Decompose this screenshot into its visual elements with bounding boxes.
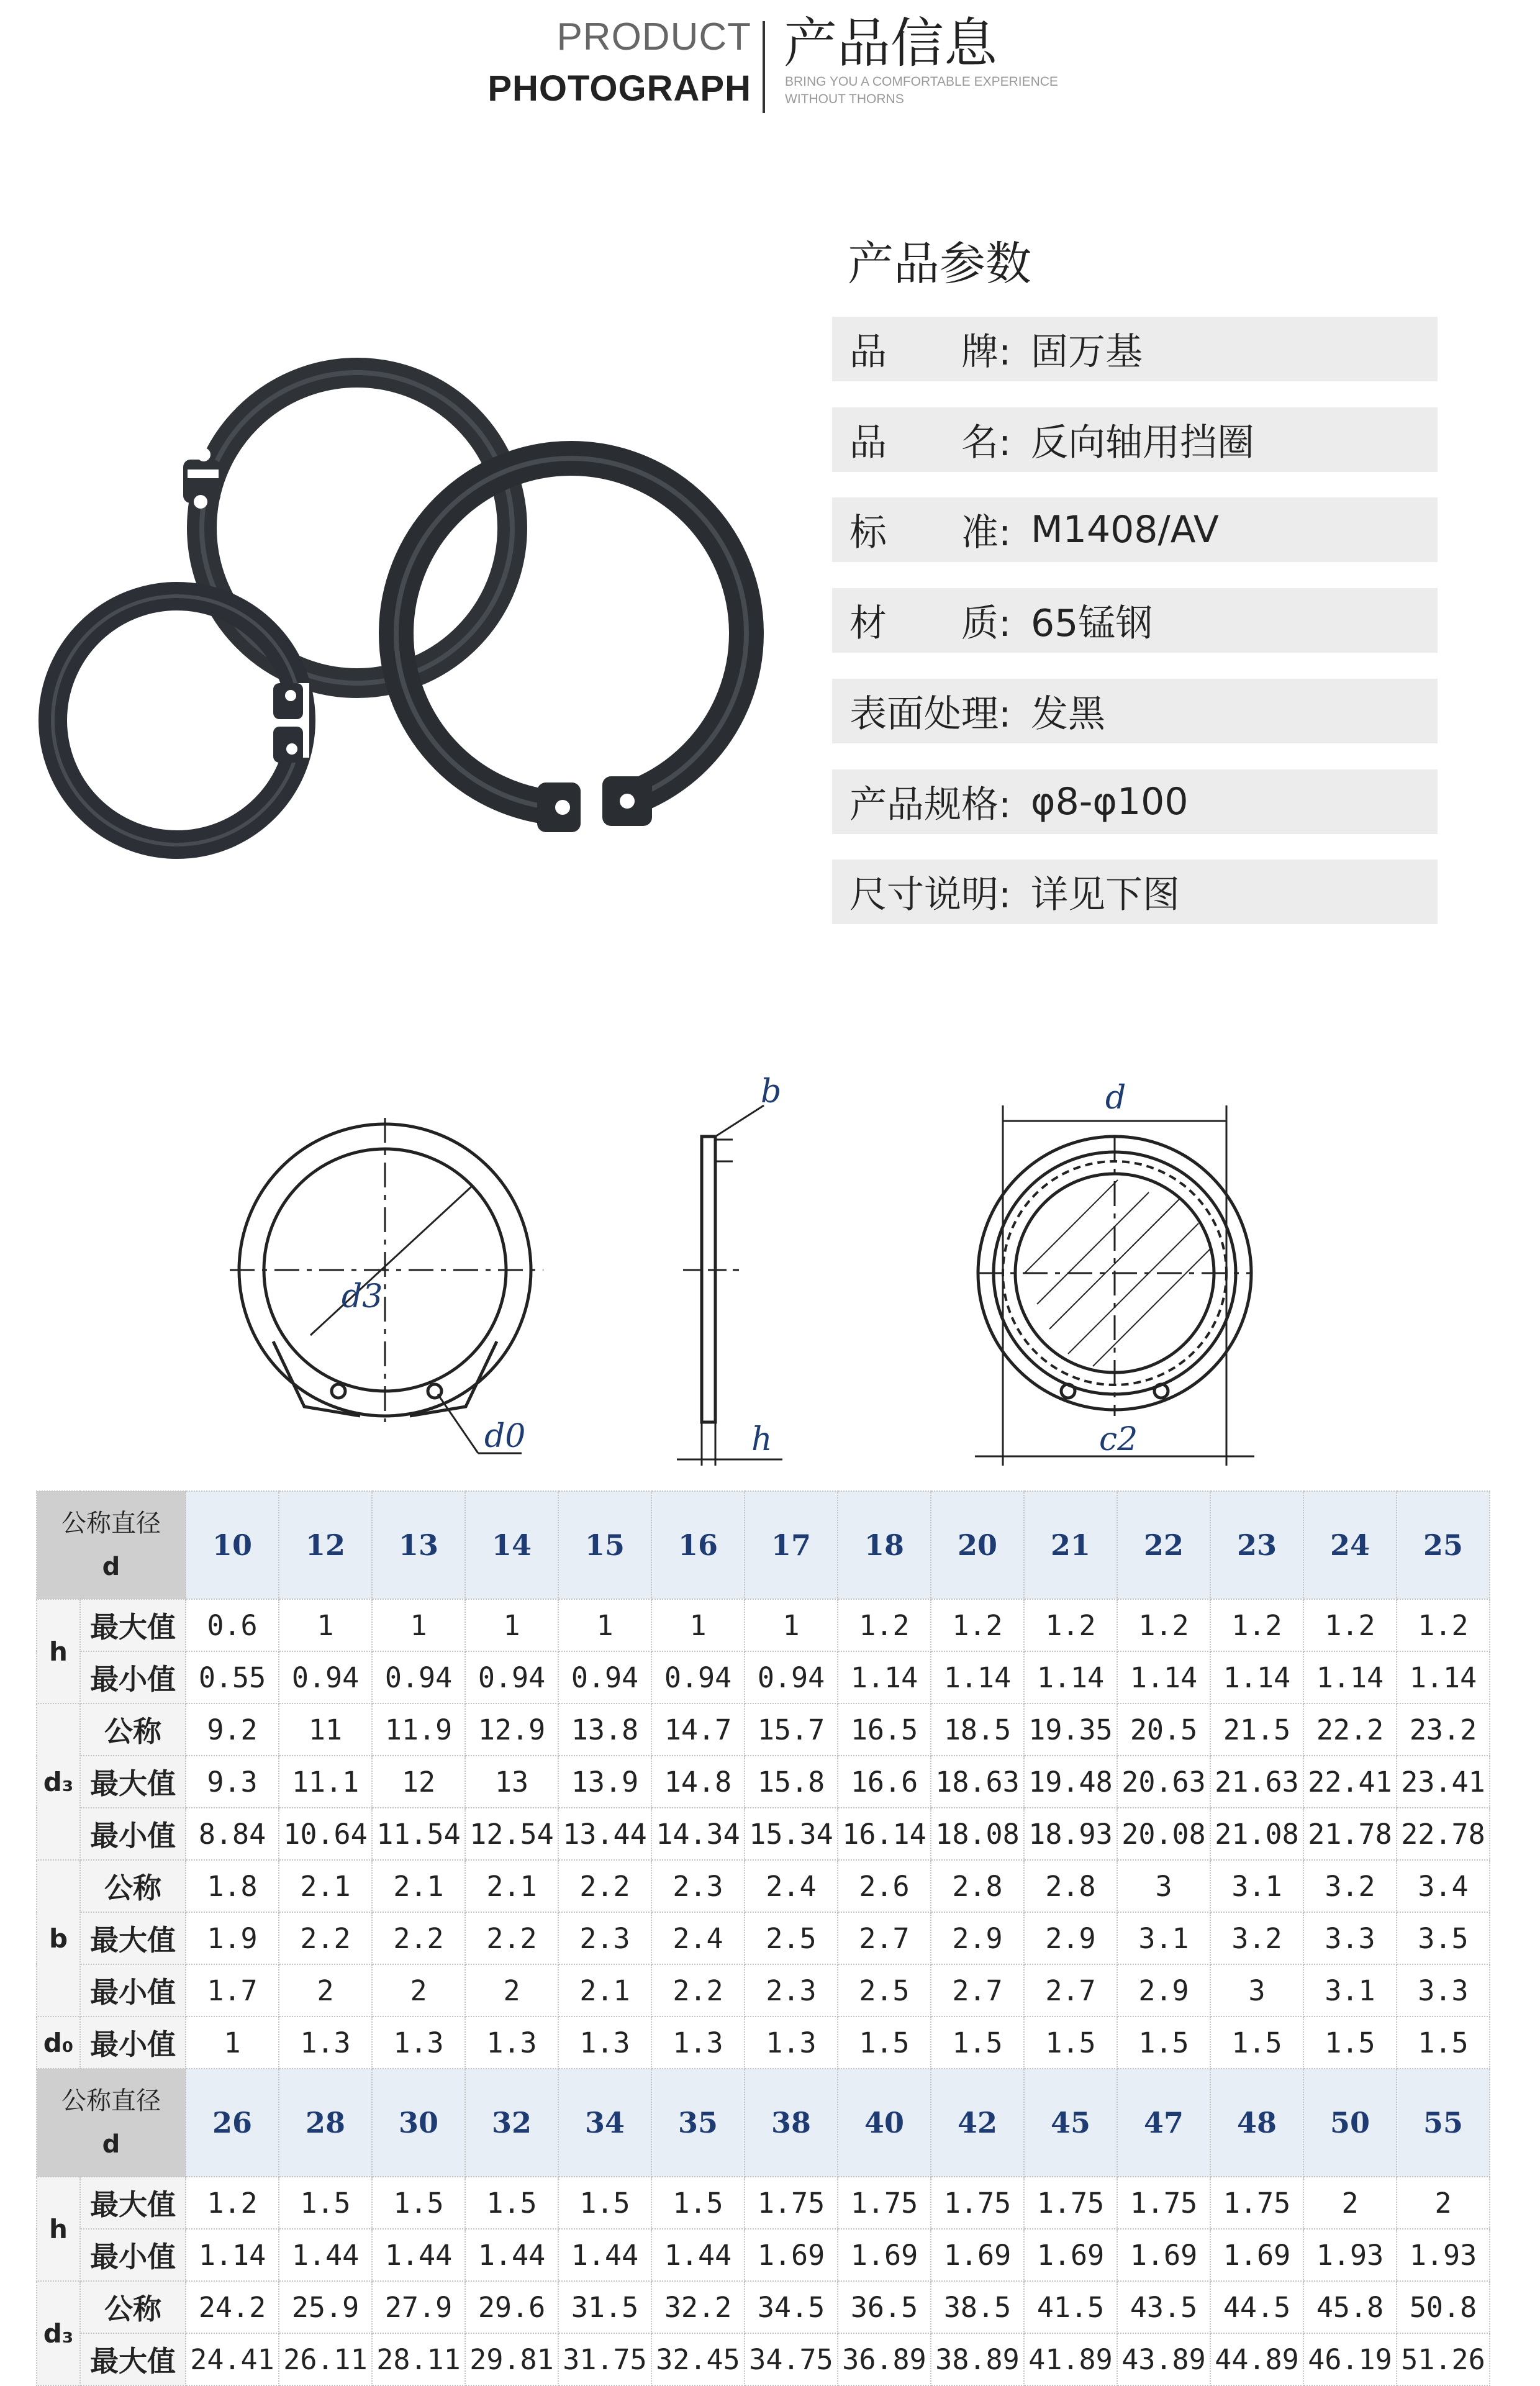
param-value: 详见下图 <box>1031 873 1180 917</box>
cell: 0.94 <box>372 1651 465 1703</box>
cell: 1.5 <box>372 2177 465 2229</box>
cell: 1.2 <box>838 1599 931 1651</box>
cell: 1.2 <box>186 2177 279 2229</box>
cell: 2.4 <box>745 1860 838 1912</box>
cell: 1.5 <box>1210 2016 1303 2069</box>
cell: 11.1 <box>279 1756 372 1808</box>
cell: 1.5 <box>1303 2016 1397 2069</box>
cell: 1 <box>186 2016 279 2069</box>
cell: 1.5 <box>651 2177 745 2229</box>
cell: 1.2 <box>1210 1599 1303 1651</box>
cell: 1.2 <box>1397 1599 1490 1651</box>
cell: 1.5 <box>1117 2016 1210 2069</box>
row-label-max: 最大值 <box>80 2177 186 2229</box>
cell: 18.5 <box>931 1703 1024 1756</box>
cell: 1.44 <box>279 2229 372 2281</box>
cell: 1.75 <box>1024 2177 1117 2229</box>
param-row-size-note <box>832 860 1438 924</box>
table-row <box>37 2333 1490 2385</box>
cell: 1.69 <box>1024 2229 1117 2281</box>
cell: 28.11 <box>372 2333 465 2385</box>
cell: 2.4 <box>651 1912 745 1964</box>
d-value: 32 <box>465 2069 558 2177</box>
cell: 2 <box>1397 2177 1490 2229</box>
cell: 1.75 <box>1117 2177 1210 2229</box>
cell: 34.5 <box>745 2281 838 2333</box>
d-value: 38 <box>745 2069 838 2177</box>
cell: 22.78 <box>1397 1808 1490 1860</box>
cell: 1.14 <box>1397 1651 1490 1703</box>
table-header-row <box>37 2069 1490 2177</box>
cell: 1.5 <box>1024 2016 1117 2069</box>
cell: 1.69 <box>838 2229 931 2281</box>
cell: 1.44 <box>558 2229 651 2281</box>
cell: 1.14 <box>1024 1651 1117 1703</box>
cell: 1.2 <box>931 1599 1024 1651</box>
cell: 2.2 <box>465 1912 558 1964</box>
d-value: 13 <box>372 1491 465 1599</box>
cell: 15.8 <box>745 1756 838 1808</box>
table-row <box>37 1651 1490 1703</box>
cell: 22.41 <box>1303 1756 1397 1808</box>
d-value: 25 <box>1397 1491 1490 1599</box>
d-value: 26 <box>186 2069 279 2177</box>
row-label-max: 最大值 <box>80 1756 186 1808</box>
d-value: 28 <box>279 2069 372 2177</box>
cell: 20.63 <box>1117 1756 1210 1808</box>
cell: 8.84 <box>186 1808 279 1860</box>
table-row <box>37 1964 1490 2016</box>
cell: 2.9 <box>1024 1912 1117 1964</box>
row-label-max: 最大值 <box>80 2333 186 2385</box>
header-label-d: d <box>102 2130 120 2159</box>
table-row <box>37 1599 1490 1651</box>
cell: 19.48 <box>1024 1756 1117 1808</box>
table-row <box>37 2229 1490 2281</box>
cell: 1.7 <box>186 1964 279 2016</box>
cell: 14.8 <box>651 1756 745 1808</box>
cell: 1.3 <box>745 2016 838 2069</box>
table-row <box>37 1703 1490 1756</box>
param-key: 表面处理: <box>849 692 1012 736</box>
d-value: 23 <box>1210 1491 1303 1599</box>
cell: 2.7 <box>1024 1964 1117 2016</box>
cell: 1 <box>465 1599 558 1651</box>
cell: 1.75 <box>1210 2177 1303 2229</box>
table-row <box>37 1756 1490 1808</box>
cell: 15.34 <box>745 1808 838 1860</box>
cell: 34.75 <box>745 2333 838 2385</box>
cell: 23.2 <box>1397 1703 1490 1756</box>
cell: 24.41 <box>186 2333 279 2385</box>
cell: 9.2 <box>186 1703 279 1756</box>
cell: 1.3 <box>372 2016 465 2069</box>
cell: 2.1 <box>279 1860 372 1912</box>
cell: 3 <box>1210 1964 1303 2016</box>
cell: 1.5 <box>558 2177 651 2229</box>
header-english <box>435 14 751 112</box>
cell: 1 <box>651 1599 745 1651</box>
d-value: 10 <box>186 1491 279 1599</box>
group-d0: d₀ <box>37 2016 80 2069</box>
row-label-min: 最小值 <box>80 2229 186 2281</box>
cell: 16.5 <box>838 1703 931 1756</box>
cell: 2.7 <box>931 1964 1024 2016</box>
table-header-row <box>37 1491 1490 1599</box>
cell: 38.5 <box>931 2281 1024 2333</box>
cell: 21.08 <box>1210 1808 1303 1860</box>
cell: 3.1 <box>1210 1860 1303 1912</box>
row-label-nominal: 公称 <box>80 1703 186 1756</box>
d-value: 30 <box>372 2069 465 2177</box>
cell: 1.69 <box>931 2229 1024 2281</box>
cell: 27.9 <box>372 2281 465 2333</box>
cell: 24.2 <box>186 2281 279 2333</box>
label-b: b <box>761 1073 782 1110</box>
cell: 1.3 <box>651 2016 745 2069</box>
table-row <box>37 2281 1490 2333</box>
cell: 2.1 <box>372 1860 465 1912</box>
header-label-cn: 公称直径 <box>61 2087 161 2115</box>
cell: 2.2 <box>558 1860 651 1912</box>
cell: 0.94 <box>651 1651 745 1703</box>
cell: 13.9 <box>558 1756 651 1808</box>
d-value: 45 <box>1024 2069 1117 2177</box>
cell: 1.2 <box>1024 1599 1117 1651</box>
cell: 38.89 <box>931 2333 1024 2385</box>
cell: 22.2 <box>1303 1703 1397 1756</box>
cell: 32.2 <box>651 2281 745 2333</box>
header-label-d: d <box>102 1553 120 1581</box>
cell: 45.8 <box>1303 2281 1397 2333</box>
table-row <box>37 1860 1490 1912</box>
cell: 2.9 <box>1117 1964 1210 2016</box>
cell: 1.93 <box>1397 2229 1490 2281</box>
header-nominal-diameter <box>37 1491 186 1599</box>
d-value: 40 <box>838 2069 931 2177</box>
cell: 1.69 <box>745 2229 838 2281</box>
row-label-min: 最小值 <box>80 1808 186 1860</box>
cell: 1.5 <box>465 2177 558 2229</box>
param-value: 反向轴用挡圈 <box>1031 421 1254 465</box>
cell: 46.19 <box>1303 2333 1397 2385</box>
technical-drawing <box>205 1068 1323 1490</box>
cell: 2.3 <box>745 1964 838 2016</box>
d-value: 35 <box>651 2069 745 2177</box>
cell: 1.14 <box>1303 1651 1397 1703</box>
cell: 11 <box>279 1703 372 1756</box>
group-b: b <box>37 1860 80 2016</box>
cell: 2.1 <box>558 1964 651 2016</box>
cell: 18.08 <box>931 1808 1024 1860</box>
cell: 9.3 <box>186 1756 279 1808</box>
cell: 12 <box>372 1756 465 1808</box>
cell: 25.9 <box>279 2281 372 2333</box>
cell: 31.5 <box>558 2281 651 2333</box>
d-value: 24 <box>1303 1491 1397 1599</box>
cell: 3.1 <box>1303 1964 1397 2016</box>
cell: 2.3 <box>558 1912 651 1964</box>
param-row-spec <box>832 769 1438 834</box>
cell: 3 <box>1117 1860 1210 1912</box>
cell: 36.89 <box>838 2333 931 2385</box>
cell: 21.5 <box>1210 1703 1303 1756</box>
label-d0: d0 <box>484 1418 526 1455</box>
d-value: 15 <box>558 1491 651 1599</box>
row-label-max: 最大值 <box>80 1599 186 1651</box>
cell: 43.5 <box>1117 2281 1210 2333</box>
row-label-min: 最小值 <box>80 1651 186 1703</box>
cell: 29.81 <box>465 2333 558 2385</box>
cell: 16.14 <box>838 1808 931 1860</box>
d-value: 48 <box>1210 2069 1303 2177</box>
cell: 2 <box>279 1964 372 2016</box>
cell: 0.94 <box>558 1651 651 1703</box>
cell: 2.2 <box>372 1912 465 1964</box>
d-value: 21 <box>1024 1491 1117 1599</box>
cell: 1.75 <box>931 2177 1024 2229</box>
cell: 32.45 <box>651 2333 745 2385</box>
param-row-name <box>832 407 1438 472</box>
cell: 20.5 <box>1117 1703 1210 1756</box>
cell: 1.2 <box>1117 1599 1210 1651</box>
cell: 2.3 <box>651 1860 745 1912</box>
d-value: 42 <box>931 2069 1024 2177</box>
cell: 29.6 <box>465 2281 558 2333</box>
cell: 43.89 <box>1117 2333 1210 2385</box>
header-product-text: PRODUCT <box>556 16 751 58</box>
param-row-material <box>832 588 1438 653</box>
table-row <box>37 1808 1490 1860</box>
param-key: 材 质: <box>849 602 1012 645</box>
table-row <box>37 2016 1490 2069</box>
d-value: 12 <box>279 1491 372 1599</box>
cell: 1 <box>279 1599 372 1651</box>
cell: 2.2 <box>651 1964 745 2016</box>
cell: 1.5 <box>838 2016 931 2069</box>
cell: 1.44 <box>465 2229 558 2281</box>
cell: 1.8 <box>186 1860 279 1912</box>
header-divider <box>763 21 765 113</box>
cell: 20.08 <box>1117 1808 1210 1860</box>
cell: 2.8 <box>931 1860 1024 1912</box>
param-row-surface <box>832 679 1438 743</box>
cell: 1.3 <box>465 2016 558 2069</box>
header-photograph-text: PHOTOGRAPH <box>487 68 751 109</box>
cell: 21.63 <box>1210 1756 1303 1808</box>
cell: 0.94 <box>465 1651 558 1703</box>
cell: 0.94 <box>279 1651 372 1703</box>
d-value: 16 <box>651 1491 745 1599</box>
ring-large-back <box>183 373 512 683</box>
cell: 51.26 <box>1397 2333 1490 2385</box>
param-key: 标 准: <box>849 511 1012 555</box>
d-value: 14 <box>465 1491 558 1599</box>
cell: 23.41 <box>1397 1756 1490 1808</box>
row-label-min: 最小值 <box>80 1964 186 2016</box>
cell: 0.55 <box>186 1651 279 1703</box>
params-title: 产品参数 <box>848 237 1031 291</box>
cell: 12.9 <box>465 1703 558 1756</box>
cell: 3.3 <box>1303 1912 1397 1964</box>
label-d: d <box>1105 1079 1126 1117</box>
cell: 1.5 <box>279 2177 372 2229</box>
param-value: 发黑 <box>1031 692 1105 736</box>
cell: 26.11 <box>279 2333 372 2385</box>
table-row <box>37 1912 1490 1964</box>
param-key: 品 名: <box>849 421 1012 465</box>
row-label-nominal: 公称 <box>80 1860 186 1912</box>
header-subtitle-line2: WITHOUT THORNS <box>785 92 904 106</box>
cell: 3.5 <box>1397 1912 1490 1964</box>
cell: 1.14 <box>1117 1651 1210 1703</box>
cell: 1 <box>372 1599 465 1651</box>
cell: 0.6 <box>186 1599 279 1651</box>
param-key: 尺寸说明: <box>849 873 1012 917</box>
cell: 2.6 <box>838 1860 931 1912</box>
label-d3: d3 <box>342 1278 383 1315</box>
cell: 1.14 <box>838 1651 931 1703</box>
cell: 11.54 <box>372 1808 465 1860</box>
cell: 0.94 <box>745 1651 838 1703</box>
drawing-installed-view <box>975 1105 1254 1466</box>
cell: 2.2 <box>279 1912 372 1964</box>
cell: 1.9 <box>186 1912 279 1964</box>
cell: 10.64 <box>279 1808 372 1860</box>
cell: 2 <box>372 1964 465 2016</box>
row-label-nominal: 公称 <box>80 2281 186 2333</box>
cell: 2 <box>1303 2177 1397 2229</box>
header-nominal-diameter <box>37 2069 186 2177</box>
cell: 1.3 <box>279 2016 372 2069</box>
cell: 1.44 <box>651 2229 745 2281</box>
spec-table <box>36 1490 1490 2386</box>
param-value: φ8-φ100 <box>1031 780 1189 823</box>
cell: 1.44 <box>372 2229 465 2281</box>
d-value: 17 <box>745 1491 838 1599</box>
row-label-min: 最小值 <box>80 2016 186 2069</box>
cell: 2.7 <box>838 1912 931 1964</box>
header-cn-title: 产品信息 <box>784 12 997 75</box>
cell: 3.4 <box>1397 1860 1490 1912</box>
cell: 1.5 <box>931 2016 1024 2069</box>
cell: 1.93 <box>1303 2229 1397 2281</box>
group-d3: d₃ <box>37 1703 80 1860</box>
cell: 2.8 <box>1024 1860 1117 1912</box>
d-value: 18 <box>838 1491 931 1599</box>
cell: 14.7 <box>651 1703 745 1756</box>
cell: 3.2 <box>1303 1860 1397 1912</box>
cell: 13.44 <box>558 1808 651 1860</box>
header-subtitle-line1: BRING YOU A COMFORTABLE EXPERIENCE <box>785 75 1058 89</box>
cell: 50.8 <box>1397 2281 1490 2333</box>
cell: 14.34 <box>651 1808 745 1860</box>
d-value: 47 <box>1117 2069 1210 2177</box>
param-row-brand <box>832 317 1438 381</box>
header-subtitle <box>785 73 1071 108</box>
cell: 18.63 <box>931 1756 1024 1808</box>
param-value: 65锰钢 <box>1031 602 1153 645</box>
cell: 2.5 <box>838 1964 931 2016</box>
cell: 36.5 <box>838 2281 931 2333</box>
drawing-front-view <box>230 1118 543 1453</box>
cell: 31.75 <box>558 2333 651 2385</box>
cell: 1.75 <box>745 2177 838 2229</box>
cell: 44.5 <box>1210 2281 1303 2333</box>
group-d3: d₃ <box>37 2281 80 2385</box>
param-key: 产品规格: <box>849 783 1012 827</box>
cell: 11.9 <box>372 1703 465 1756</box>
drawing-side-view <box>677 1105 782 1466</box>
cell: 41.89 <box>1024 2333 1117 2385</box>
cell: 2.5 <box>745 1912 838 1964</box>
cell: 13.8 <box>558 1703 651 1756</box>
cell: 1 <box>558 1599 651 1651</box>
cell: 1.75 <box>838 2177 931 2229</box>
cell: 13 <box>465 1756 558 1808</box>
param-value: M1408/AV <box>1031 508 1219 551</box>
cell: 1.14 <box>186 2229 279 2281</box>
cell: 1.14 <box>1210 1651 1303 1703</box>
cell: 19.35 <box>1024 1703 1117 1756</box>
param-value: 固万基 <box>1031 330 1143 374</box>
cell: 18.93 <box>1024 1808 1117 1860</box>
cell: 1.69 <box>1210 2229 1303 2281</box>
param-key: 品 牌: <box>849 330 1012 374</box>
cell: 41.5 <box>1024 2281 1117 2333</box>
group-h: h <box>37 2177 80 2281</box>
cell: 16.6 <box>838 1756 931 1808</box>
row-label-max: 最大值 <box>80 1912 186 1964</box>
cell: 2 <box>465 1964 558 2016</box>
table-row <box>37 2177 1490 2229</box>
label-h: h <box>751 1421 772 1458</box>
cell: 1.3 <box>558 2016 651 2069</box>
group-h: h <box>37 1599 80 1703</box>
d-value: 20 <box>931 1491 1024 1599</box>
cell: 12.54 <box>465 1808 558 1860</box>
cell: 3.3 <box>1397 1964 1490 2016</box>
cell: 15.7 <box>745 1703 838 1756</box>
cell: 44.89 <box>1210 2333 1303 2385</box>
cell: 1 <box>745 1599 838 1651</box>
cell: 1.2 <box>1303 1599 1397 1651</box>
cell: 1.69 <box>1117 2229 1210 2281</box>
cell: 3.2 <box>1210 1912 1303 1964</box>
d-value: 34 <box>558 2069 651 2177</box>
param-row-standard <box>832 497 1438 562</box>
product-photo <box>19 348 820 863</box>
d-value: 55 <box>1397 2069 1490 2177</box>
cell: 2.1 <box>465 1860 558 1912</box>
d-value: 50 <box>1303 2069 1397 2177</box>
cell: 21.78 <box>1303 1808 1397 1860</box>
cell: 3.1 <box>1117 1912 1210 1964</box>
label-c2: c2 <box>1099 1421 1138 1458</box>
d-value: 22 <box>1117 1491 1210 1599</box>
header-label-cn: 公称直径 <box>61 1509 161 1538</box>
ring-small <box>53 596 309 845</box>
cell: 2.9 <box>931 1912 1024 1964</box>
cell: 1.14 <box>931 1651 1024 1703</box>
spec-table-wrap <box>36 1490 1489 2386</box>
cell: 1.5 <box>1397 2016 1490 2069</box>
